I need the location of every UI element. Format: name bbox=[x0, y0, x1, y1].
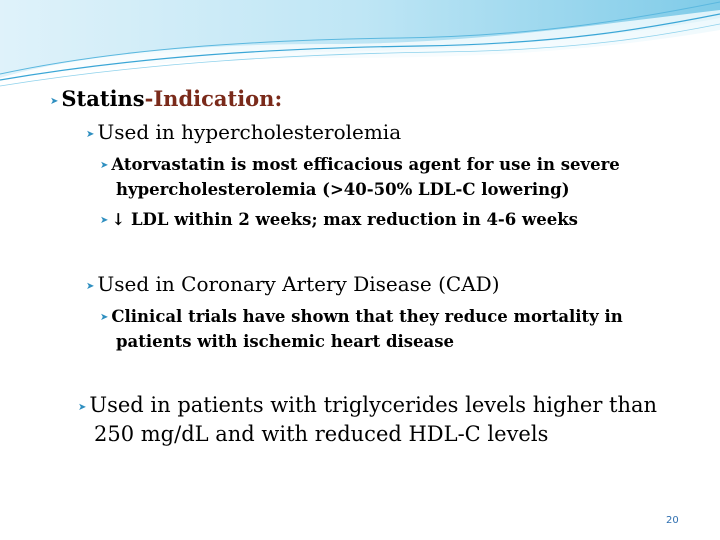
point-text: Clinical trials have shown that they reduce mortality in bbox=[111, 307, 623, 326]
point-atorvastatin-line1 bbox=[100, 155, 620, 174]
bullet-arrow-icon: ➤ bbox=[100, 312, 109, 323]
bullet-arrow-icon: ➤ bbox=[100, 215, 109, 226]
section-title-text: Used in Coronary Artery Disease (CAD) bbox=[97, 272, 500, 296]
section-triglycerides-line1 bbox=[78, 393, 657, 417]
section-title-text: Used in hypercholesterolemia bbox=[97, 120, 402, 144]
bullet-arrow-icon: ➤ bbox=[86, 281, 95, 292]
point-text: ↓ LDL within 2 weeks; max reduction in 4-6 weeks bbox=[111, 210, 578, 229]
heading-accent: -Indication: bbox=[144, 86, 283, 111]
section-text: Used in patients with triglycerides levels higher than bbox=[89, 393, 658, 417]
point-text: hypercholesterolemia (>40-50% LDL-C lowering) bbox=[116, 180, 570, 199]
point-clinical-trials-line1 bbox=[100, 307, 623, 326]
point-atorvastatin-line2 bbox=[116, 180, 570, 199]
heading-bold: Statins bbox=[61, 86, 145, 111]
section-title-cad bbox=[86, 272, 500, 296]
point-text: patients with ischemic heart disease bbox=[116, 332, 455, 351]
point-ldl-reduction bbox=[100, 210, 578, 229]
slide-heading bbox=[50, 86, 282, 111]
bullet-arrow-icon: ➤ bbox=[100, 160, 109, 171]
section-title-hypercholesterolemia bbox=[86, 120, 401, 144]
page-number: 20 bbox=[666, 515, 679, 526]
bullet-arrow-icon: ➤ bbox=[86, 129, 95, 140]
section-triglycerides-line2 bbox=[94, 422, 548, 446]
bullet-arrow-icon: ➤ bbox=[50, 96, 59, 107]
bullet-arrow-icon: ➤ bbox=[78, 402, 87, 413]
point-text: Atorvastatin is most efficacious agent for use in severe bbox=[111, 155, 620, 174]
section-text: 250 mg/dL and with reduced HDL-C levels bbox=[94, 422, 549, 446]
point-clinical-trials-line2 bbox=[116, 332, 454, 351]
